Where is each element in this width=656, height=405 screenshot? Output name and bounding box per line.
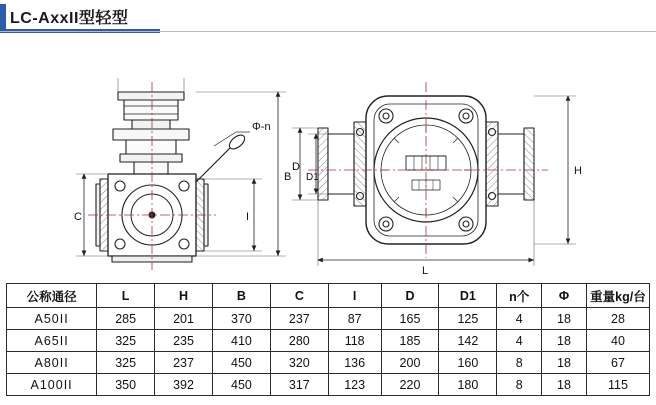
- cell-C: 320: [270, 352, 328, 374]
- cell-phi: 18: [542, 308, 587, 330]
- cell-model: A65II: [7, 330, 97, 352]
- cell-weight: 115: [586, 374, 649, 396]
- technical-drawing: [0, 34, 656, 276]
- table-row: [7, 374, 650, 396]
- cell-L: 350: [97, 374, 155, 396]
- th-phi: Φ: [542, 284, 587, 308]
- cell-L: 325: [97, 330, 155, 352]
- label-D1: D1: [306, 172, 319, 183]
- cell-C: 317: [270, 374, 328, 396]
- cell-D: 220: [381, 374, 439, 396]
- cell-weight: 67: [586, 352, 649, 374]
- th-B: B: [212, 284, 270, 308]
- spec-table: [6, 283, 650, 396]
- cell-n: 8: [497, 352, 542, 374]
- cell-weight: 40: [586, 330, 649, 352]
- spec-table-wrap: [6, 283, 650, 396]
- cell-weight: 28: [586, 308, 649, 330]
- title-accent-bar: [0, 4, 6, 30]
- cell-n: 4: [497, 308, 542, 330]
- cell-phi: 18: [542, 330, 587, 352]
- label-C: C: [74, 211, 82, 223]
- cell-I: 87: [328, 308, 381, 330]
- cell-n: 4: [497, 330, 542, 352]
- cell-D: 165: [381, 308, 439, 330]
- cell-D1: 125: [439, 308, 497, 330]
- cell-phi: 18: [542, 352, 587, 374]
- table-row: [7, 352, 650, 374]
- th-C: C: [270, 284, 328, 308]
- label-L: L: [422, 265, 429, 276]
- cell-B: 450: [212, 374, 270, 396]
- cell-H: 392: [155, 374, 213, 396]
- cell-B: 450: [212, 352, 270, 374]
- label-phi-n: Φ-n: [252, 121, 271, 133]
- cell-D: 185: [381, 330, 439, 352]
- table-row: [7, 330, 650, 352]
- cell-B: 410: [212, 330, 270, 352]
- label-I: I: [246, 211, 250, 223]
- cell-B: 370: [212, 308, 270, 330]
- th-n: n个: [497, 284, 542, 308]
- cell-I: 123: [328, 374, 381, 396]
- table-row: [7, 308, 650, 330]
- table-header-row: [7, 284, 650, 308]
- cell-H: 235: [155, 330, 213, 352]
- th-weight: 重量kg/台: [586, 284, 649, 308]
- th-I: I: [328, 284, 381, 308]
- cell-D1: 142: [439, 330, 497, 352]
- cell-C: 280: [270, 330, 328, 352]
- cell-C: 237: [270, 308, 328, 330]
- cell-n: 8: [497, 374, 542, 396]
- cell-H: 237: [155, 352, 213, 374]
- th-H: H: [155, 284, 213, 308]
- cell-model: A100II: [7, 374, 97, 396]
- cell-L: 285: [97, 308, 155, 330]
- cell-model: A80II: [7, 352, 97, 374]
- left-view-assembly: [96, 92, 250, 262]
- page-title: LC-AxxII型轻型: [10, 10, 129, 27]
- cell-L: 325: [97, 352, 155, 374]
- cell-D1: 160: [439, 352, 497, 374]
- cell-H: 201: [155, 308, 213, 330]
- label-H: H: [574, 165, 582, 177]
- page-title-bar: [0, 4, 656, 30]
- cell-model: A50II: [7, 308, 97, 330]
- th-nominal-diameter: 公称通径: [7, 284, 97, 308]
- cell-D1: 180: [439, 374, 497, 396]
- title-divider: [0, 31, 656, 32]
- cell-phi: 18: [542, 374, 587, 396]
- cell-I: 136: [328, 352, 381, 374]
- cell-I: 118: [328, 330, 381, 352]
- th-D: D: [381, 284, 439, 308]
- label-B: B: [284, 171, 292, 183]
- label-D: D: [292, 161, 300, 173]
- th-D1: D1: [439, 284, 497, 308]
- cell-D: 200: [381, 352, 439, 374]
- th-L: L: [97, 284, 155, 308]
